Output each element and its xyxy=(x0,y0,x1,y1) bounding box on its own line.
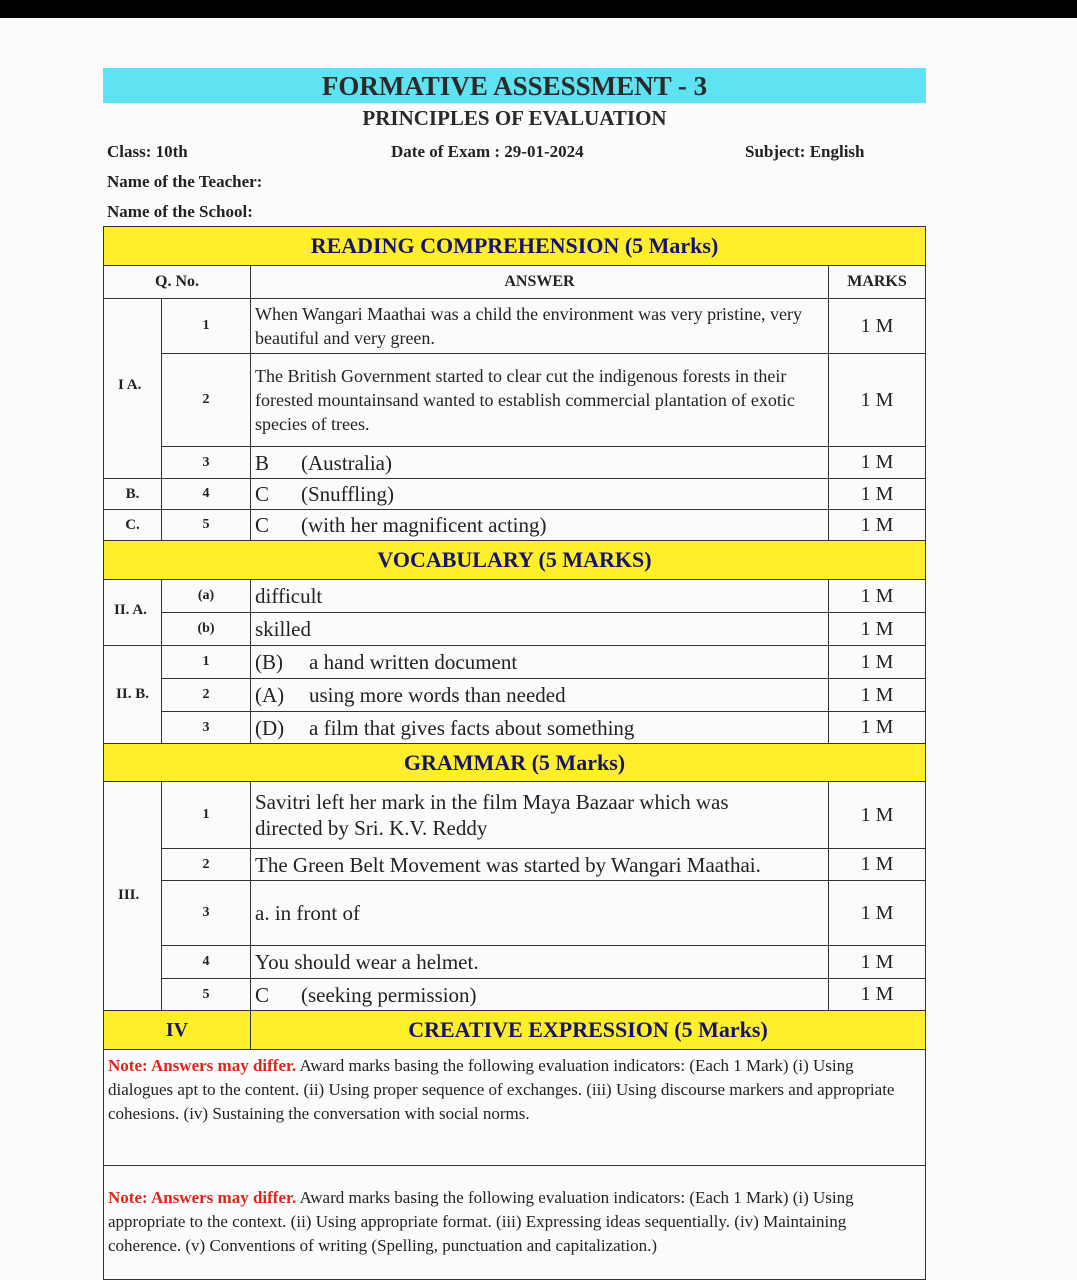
marks-cell: 1 M xyxy=(828,711,926,744)
top-bar xyxy=(0,0,1077,18)
answer-cell xyxy=(250,446,829,479)
question-number: 5 xyxy=(161,978,251,1011)
answer-cell: The Green Belt Movement was started by Wangari Maathai. xyxy=(250,848,829,881)
marks-cell: 1 M xyxy=(828,848,926,881)
group-III-label: III. xyxy=(103,781,162,1011)
answer-cell: Savitri left her mark in the film Maya Bazaar which was directed by Sri. K.V. Reddy xyxy=(250,781,829,849)
option-letter: (A) xyxy=(255,683,285,707)
group-IA-label: I A. xyxy=(103,298,162,479)
marks-cell: 1 M xyxy=(828,880,926,946)
question-number: 1 xyxy=(161,645,251,679)
evaluation-note-2 xyxy=(103,1165,926,1280)
question-number: 2 xyxy=(161,678,251,712)
group-C-label: C. xyxy=(103,509,162,541)
question-number: 2 xyxy=(161,848,251,881)
option-letter: C xyxy=(255,982,270,1007)
option-text: a film that gives facts about something xyxy=(309,715,635,740)
class-label: Class: 10th xyxy=(107,142,188,161)
question-number: (a) xyxy=(161,579,251,613)
group-B-label: B. xyxy=(103,478,162,510)
answer-cell xyxy=(250,645,829,679)
col-marks-header: MARKS xyxy=(828,265,926,299)
section-grammar-title: GRAMMAR (5 Marks) xyxy=(103,743,926,782)
school-name-label: Name of the School: xyxy=(107,202,253,221)
teacher-name-label: Name of the Teacher: xyxy=(107,172,263,191)
answer-cell: When Wangari Maathai was a child the environment was very pristine, very beautiful and very green. xyxy=(250,298,829,354)
answer-cell: a. in front of xyxy=(250,880,829,946)
question-number: 1 xyxy=(161,781,251,849)
question-number: 1 xyxy=(161,298,251,354)
answer-cell: difficult xyxy=(250,579,829,613)
marks-cell: 1 M xyxy=(828,446,926,479)
note-label: Note: Answers may differ. xyxy=(108,1056,297,1075)
question-number: 3 xyxy=(161,711,251,744)
marks-cell: 1 M xyxy=(828,509,926,541)
option-letter: (D) xyxy=(255,715,285,740)
group-IIB-label: II. B. xyxy=(103,645,162,744)
marks-cell: 1 M xyxy=(828,579,926,613)
option-letter: C xyxy=(255,482,270,506)
col-answer-header: ANSWER xyxy=(250,265,829,299)
question-number: (b) xyxy=(161,612,251,646)
page-title: FORMATIVE ASSESSMENT - 3 xyxy=(103,68,926,103)
question-number: 3 xyxy=(161,880,251,946)
evaluation-note-1 xyxy=(103,1049,926,1166)
option-text: using more words than needed xyxy=(309,683,566,707)
question-number: 4 xyxy=(161,945,251,979)
option-letter: B xyxy=(255,450,270,475)
section-vocabulary-title: VOCABULARY (5 MARKS) xyxy=(103,540,926,580)
marks-cell: 1 M xyxy=(828,781,926,849)
marks-cell: 1 M xyxy=(828,298,926,354)
note-text: Award marks basing the following evaluation indicators: (Each 1 Mark) (i) Using dialogues apt to the content. (ii) Using proper sequence of exchanges. (iii) Using discourse markers and appropriate cohesions. (iv) Sustaining the conversation with social norms. xyxy=(108,1056,895,1123)
note-text: Award marks basing the following evaluation indicators: (Each 1 Mark) (i) Using appropriate to the context. (ii) Using appropriate format. (iii) Expressing ideas sequentially. (iv) Maintaining coherence. (v) Conventions of writing (Spelling, punctuation and capitalization.) xyxy=(108,1188,854,1255)
answer-cell xyxy=(250,711,829,744)
answer-cell: skilled xyxy=(250,612,829,646)
option-text: (Snuffling) xyxy=(301,482,394,506)
question-number: 3 xyxy=(161,446,251,479)
page-subtitle: PRINCIPLES OF EVALUATION xyxy=(362,106,667,130)
option-text: (seeking permission) xyxy=(301,982,477,1007)
answer-cell: The British Government started to clear cut the indigenous forests in their forested mountainsand wanted to establish commercial plantation of exotic species of trees. xyxy=(250,353,829,447)
marks-cell: 1 M xyxy=(828,478,926,510)
subject-label: Subject: English xyxy=(745,142,865,161)
option-text: (with her magnificent acting) xyxy=(301,513,547,537)
note-label: Note: Answers may differ. xyxy=(108,1188,297,1207)
answer-cell xyxy=(250,978,829,1011)
marks-cell: 1 M xyxy=(828,353,926,447)
answer-cell xyxy=(250,478,829,510)
option-text: (Australia) xyxy=(301,450,392,475)
option-text: a hand written document xyxy=(309,650,518,674)
question-number: 4 xyxy=(161,478,251,510)
marks-cell: 1 M xyxy=(828,678,926,712)
marks-cell: 1 M xyxy=(828,645,926,679)
col-qno-header: Q. No. xyxy=(103,265,251,299)
group-IIA-label: II. A. xyxy=(103,579,162,646)
exam-date: Date of Exam : 29-01-2024 xyxy=(391,142,584,161)
question-number: 5 xyxy=(161,509,251,541)
marks-cell: 1 M xyxy=(828,945,926,979)
section-creative-qno: IV xyxy=(103,1010,251,1050)
answer-cell: You should wear a helmet. xyxy=(250,945,829,979)
answer-cell xyxy=(250,509,829,541)
option-letter: C xyxy=(255,513,270,537)
option-letter: (B) xyxy=(255,650,283,674)
marks-cell: 1 M xyxy=(828,978,926,1011)
question-number: 2 xyxy=(161,353,251,447)
answer-cell xyxy=(250,678,829,712)
marks-cell: 1 M xyxy=(828,612,926,646)
section-creative-title: CREATIVE EXPRESSION (5 Marks) xyxy=(250,1010,926,1050)
section-reading-title: READING COMPREHENSION (5 Marks) xyxy=(103,226,926,266)
